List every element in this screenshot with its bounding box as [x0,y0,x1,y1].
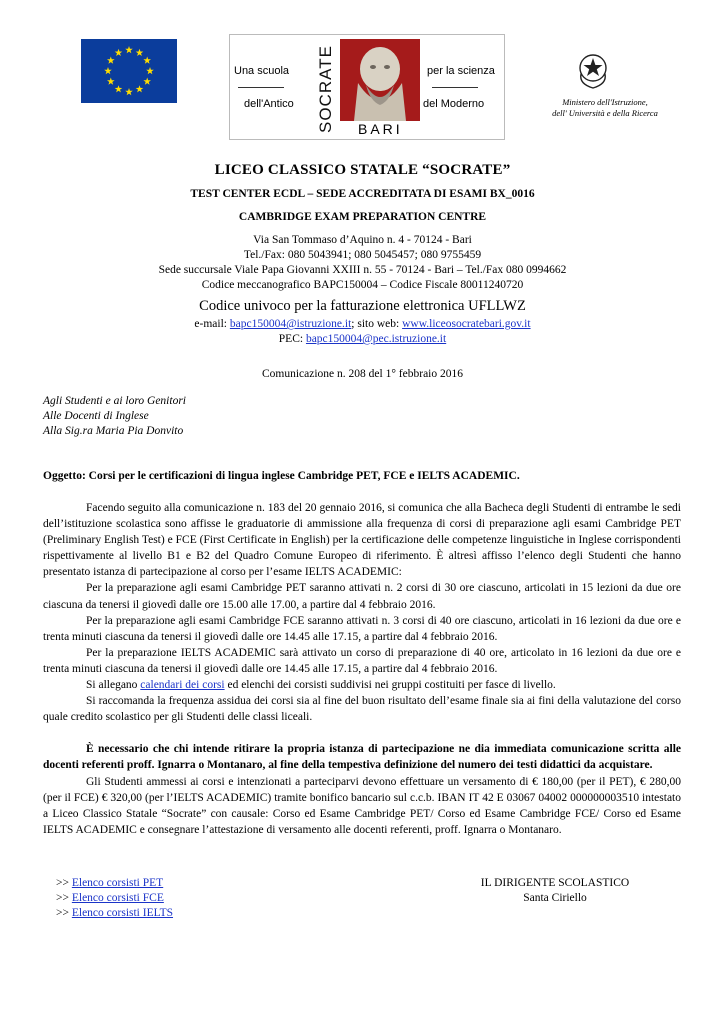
site-label: ; sito web: [351,318,400,330]
body-paragraph-fce: Per la preparazione agli esami Cambridge FCE saranno attivati n. 3 corsi di 40 ore ciascuno, articolati in 16 lezioni da due ore e trenta minuti ciascuna da tenersi il giovedì dalle ore 14.45 alle 17.15, a partire dal 4 febbraio 2016. [43,614,681,643]
eu-star-icon [136,85,144,92]
ministry-line-1: Ministero dell'Istruzione, [562,97,648,107]
eu-star-icon [143,57,151,64]
school-logo [229,34,505,140]
logo-right-bottom-text: del Moderno [423,98,485,110]
fce-list-link[interactable]: Elenco corsisti FCE [71,892,164,904]
list-item [56,876,173,891]
eu-star-icon [115,49,123,56]
phones-line: Tel./Fax: 080 5043941; 080 5045457; 080 9755459 [243,249,482,261]
eu-star-icon [107,78,115,85]
recipient-students: Agli Studenti e ai loro Genitori [43,395,186,407]
logo-vertical-name [314,39,336,135]
body-paragraph-withdrawal-notice: È necessario che chi intende ritirare la propria istanza di partecipazione ne dia immediata comunicazione scritta alle docenti referenti proff. Ignarra o Montanaro, al fine della tempestiva definizione del numero dei testi didattici da acquistare. [43,743,681,772]
eu-star-icon [107,57,115,64]
body-paragraph-intro: Facendo seguito alla comunicazione n. 183 del 20 gennaio 2016, si comunica che alla Bacheca degli Studenti di entrambe le sedi dell’istituzione scolastica sono affisse le graduatorie di ammissione alla frequenza di corsi di preparazione agli esami Cambridge PET (Preliminary English Test) e FCE (First Certificate in English) per la certificazione delle competenze linguistiche in Inglese corrispondenti rispettivamente al livello B1 e B2 del Quadro Comune Europeo di riferimento. È altresì affisso l’elenco degli Studenti che hanno presentato istanza di partecipazione al corso per l’esame IELTS ACADEMIC: [43,502,681,579]
invoice-code-line: Codice univoco per la fatturazione elettronica UFLLWZ [199,298,526,314]
signature-title: IL DIRIGENTE SCOLASTICO [480,877,630,889]
eu-flag-logo [81,39,177,103]
ministry-logo [552,50,665,125]
signature-block [470,876,640,906]
pet-list-link[interactable]: Elenco corsisti PET [71,877,164,889]
logo-city-text: BARI [358,121,403,137]
logo-left-bottom-text: dell'Antico [244,98,294,110]
list-bullet: >> [56,877,69,889]
body-paragraph-payment: Gli Studenti ammessi ai corsi e intenzionati a parteciparvi devono effettuare un versamento di € 180,00 (per il PET), € 280,00 (per il FCE) € 320,00 (per l’IELTS ACADEMIC) tramite bonifico bancario sul c.c.b. IBAN IT 42 E 03067 04002 000000003510 intestato a Liceo Classico Statale “Socrate” con causale: Corso ed Esame Cambridge PET/ Corso ed Esame Cambridge FCE/ Corso ed Esame IELTS ACADEMIC e consegnare l’attestazione di versamento alle docenti referenti, proff. Ignarra o Montanaro. [43,775,681,836]
pec-line [0,333,725,345]
calendar-link[interactable]: calendari dei corsi [140,679,225,692]
contacts-line [0,318,725,330]
school-name: LICEO CLASSICO STATALE “SOCRATE” [214,162,511,178]
logo-right-top-text: per la scienza [427,65,495,77]
list-item [56,906,173,921]
eu-star-icon [143,78,151,85]
eu-star-icon [104,67,112,74]
cambridge-line: CAMBRIDGE EXAM PREPARATION CENTRE [238,211,487,223]
pec-label: PEC: [278,333,304,345]
email-label: e-mail: [194,318,227,330]
website-link[interactable]: www.liceosocratebari.gov.it [402,318,531,330]
eu-star-icon [125,46,133,53]
ielts-list-link[interactable]: Elenco corsisti IELTS [71,907,174,919]
list-bullet: >> [56,892,69,904]
pec-link[interactable]: bapc150004@pec.istruzione.it [305,333,447,345]
letter-body [43,500,681,838]
italian-republic-emblem-icon [577,50,609,90]
attachment-links-list [56,876,173,921]
test-center-line: TEST CENTER ECDL – SEDE ACCREDITATA DI ESAMI BX_0016 [190,188,535,200]
attachments-text-post: ed elenchi dei corsisti suddivisi nei gruppi costituiti per fasce di livello. [224,679,556,692]
body-paragraph-pet: Per la preparazione agli esami Cambridge PET saranno attivati n. 2 corsi di 30 ore ciascuno, articolati in 15 lezioni da due ore ciascuna da tenersi il giovedì dalle ore 15.00 alle 17.00, a partire dal 4 febbraio 2016. [43,582,681,611]
eu-star-icon [125,88,133,95]
address-line: Via San Tommaso d’Aquino n. 4 - 70124 - Bari [253,234,472,246]
list-item [56,891,173,906]
eu-star-icon [146,67,154,74]
eu-star-icon [115,85,123,92]
recipient-teachers: Alle Docenti di Inglese [43,410,149,422]
list-bullet: >> [56,907,69,919]
logo-left-top-text: Una scuola [234,65,290,77]
attachments-text-pre: Si allegano [86,679,141,692]
eu-star-icon [136,49,144,56]
subject-line: Oggetto: Corsi per le certificazioni di lingua inglese Cambridge PET, FCE e IELTS ACADEMIC. [43,470,520,482]
communication-number: Comunicazione n. 208 del 1° febbraio 2016 [261,368,463,380]
branch-line: Sede succursale Viale Papa Giovanni XXIII n. 55 - 70124 - Bari – Tel./Fax 080 0994662 [158,264,567,276]
recipient-staff: Alla Sig.ra Maria Pia Donvito [43,425,184,437]
email-link[interactable]: bapc150004@istruzione.it [229,318,352,330]
signature-name: Santa Ciriello [523,892,587,904]
body-paragraph-attachments [43,677,681,693]
socrates-bust-image [340,39,420,121]
codes-line: Codice meccanografico BAPC150004 – Codice Fiscale 80011240720 [201,279,524,291]
logo-vertical-name-text: SOCRATE [316,45,335,133]
body-paragraph-ielts: Per la preparazione IELTS ACADEMIC sarà attivato un corso di preparazione di 40 ore, articolato in 16 lezioni da due ore e trenta minuti ciascuna da tenersi il giovedì dalle ore 14.45 alle 17.15, a partire dal 4 febbraio 2016. [43,646,681,675]
ministry-line-2: dell' Università e della Ricerca [552,108,658,118]
body-paragraph-attendance: Si raccomanda la frequenza assidua dei corsi sia al fine del buon risultato dell’esame finale sia ai fini della valutazione del corso quale credito scolastico per gli Studenti delle classi liceali. [43,695,681,724]
